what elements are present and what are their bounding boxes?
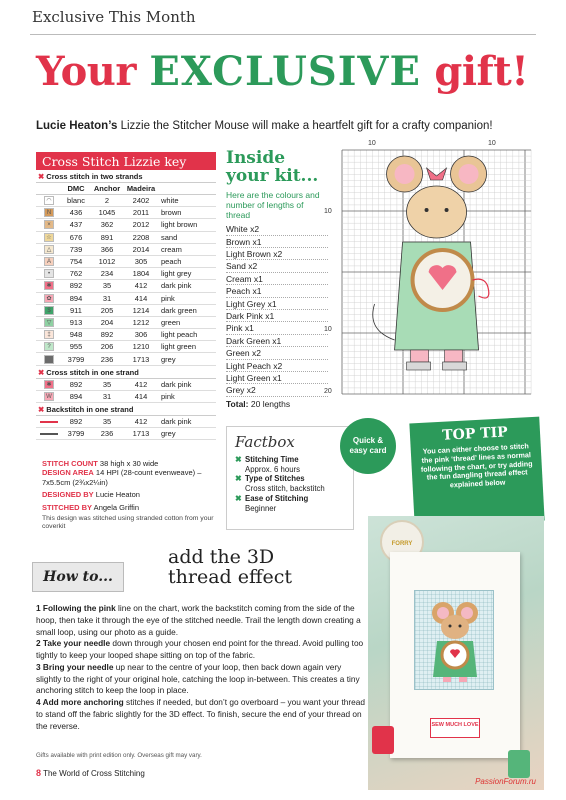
backstitch-swatch bbox=[40, 421, 58, 423]
quick-line-1: Quick & bbox=[352, 436, 384, 446]
stitched-panel bbox=[414, 590, 494, 690]
key-madeira: 2402 bbox=[132, 196, 150, 206]
key-swatch bbox=[44, 355, 54, 364]
howto-title-line-2: thread effect bbox=[168, 565, 292, 588]
key-anchor: 362 bbox=[100, 220, 114, 230]
key-symbol-cell bbox=[36, 306, 62, 315]
quick-easy-badge bbox=[340, 418, 396, 474]
key-row bbox=[36, 219, 216, 231]
key-dmc: 892 bbox=[69, 417, 83, 427]
factbox-time-value: Approx. 6 hours bbox=[245, 464, 301, 474]
designed-by-value: Lucie Heaton bbox=[93, 490, 140, 500]
key-section-2 bbox=[36, 366, 216, 379]
howto-step-lead: 1 Following the pink bbox=[36, 603, 116, 613]
key-colour-name: cream bbox=[161, 244, 182, 254]
key-row bbox=[36, 232, 216, 244]
kit-item: Cream x1 bbox=[226, 273, 328, 285]
key-anchor: 31 bbox=[102, 391, 112, 401]
key-dmc: 3799 bbox=[67, 429, 85, 439]
key-colour-name: light brown bbox=[161, 220, 198, 230]
key-section-3-label: Backstitch in one strand bbox=[46, 405, 134, 414]
factbox bbox=[226, 426, 354, 530]
kit-item: Light Grey x1 bbox=[226, 298, 328, 310]
factbox-type-label: Type of Stitches bbox=[245, 474, 305, 484]
key-header-dmc: DMC bbox=[67, 184, 85, 193]
key-header-madeira: Madeira bbox=[126, 184, 156, 193]
key-symbol-cell bbox=[36, 432, 62, 435]
standfirst bbox=[36, 120, 536, 132]
cross-icon: ✖ bbox=[38, 405, 45, 414]
key-colour-name: light peach bbox=[161, 330, 198, 340]
design-area-label: DESIGN AREA bbox=[42, 468, 94, 478]
key-header-anchor: Anchor bbox=[93, 184, 121, 193]
howto-step bbox=[36, 638, 366, 662]
howto-step-text: stitches if needed, but don’t go overboard – you want your thread to stand off the fabric slightly for the 3D effect. To finish, secure the end of your thread on the reverse. bbox=[36, 697, 365, 731]
chart-side-label-2: 10 bbox=[324, 326, 332, 333]
chart-side-label-1: 10 bbox=[324, 208, 332, 215]
key-section-3 bbox=[36, 403, 216, 416]
stitched-by-label: STITCHED BY bbox=[42, 502, 93, 512]
key-colour-name: sand bbox=[161, 232, 178, 242]
key-madeira: 2208 bbox=[132, 232, 150, 242]
key-anchor: 206 bbox=[100, 342, 114, 352]
key-rows-two-strands bbox=[36, 195, 216, 366]
headline bbox=[36, 48, 536, 95]
key-colour-name: dark pink bbox=[161, 379, 192, 389]
key-swatch: ✿ bbox=[44, 294, 54, 303]
key-colour-name: green bbox=[161, 317, 181, 327]
kit-item: Grey x2 bbox=[226, 384, 328, 396]
factbox-type bbox=[235, 474, 345, 493]
key-rows-one-strand bbox=[36, 379, 216, 403]
key-swatch: A bbox=[44, 257, 54, 266]
kit-item: Light Peach x2 bbox=[226, 360, 328, 372]
key-row bbox=[36, 317, 216, 329]
key-header-row bbox=[36, 183, 216, 195]
key-row bbox=[36, 379, 216, 391]
kit-item: White x2 bbox=[226, 223, 328, 235]
designed-by bbox=[42, 490, 216, 499]
key-madeira: 1713 bbox=[132, 354, 150, 364]
key-symbol-cell bbox=[36, 196, 62, 205]
chart-grid bbox=[338, 140, 536, 400]
headline-part-2: EXCLUSIVE bbox=[149, 48, 421, 95]
key-dmc: blanc bbox=[67, 196, 85, 206]
stitch-count bbox=[42, 459, 216, 487]
key-colour-name: white bbox=[161, 196, 179, 206]
key-madeira: 414 bbox=[134, 391, 148, 401]
key-row bbox=[36, 195, 216, 207]
key-anchor: 891 bbox=[100, 232, 114, 242]
key-symbol-cell bbox=[36, 342, 62, 351]
key-madeira: 412 bbox=[134, 281, 148, 291]
kit-item: Green x2 bbox=[226, 347, 328, 359]
key-anchor: 204 bbox=[100, 317, 114, 327]
key-symbol-cell bbox=[36, 420, 62, 423]
key-symbol-cell bbox=[36, 208, 62, 217]
mouse-illustration bbox=[415, 591, 495, 691]
key-colour-name: brown bbox=[161, 208, 182, 218]
key-section-2-label: Cross stitch in one strand bbox=[46, 367, 139, 377]
key-madeira: 1804 bbox=[132, 269, 150, 279]
key-dmc: 894 bbox=[69, 293, 83, 303]
key-madeira: 414 bbox=[134, 293, 148, 303]
key-dmc: 739 bbox=[69, 244, 83, 254]
cross-icon: ✖ bbox=[235, 493, 242, 503]
key-row bbox=[36, 391, 216, 403]
key-madeira: 412 bbox=[134, 417, 148, 427]
quick-line-2: easy card bbox=[349, 446, 387, 455]
key-row bbox=[36, 329, 216, 341]
key-symbol-cell bbox=[36, 245, 62, 254]
kit-item: Light Green x1 bbox=[226, 372, 328, 384]
key-madeira: 412 bbox=[134, 379, 148, 389]
kit-total-label: Total: bbox=[226, 398, 249, 409]
key-colour-name: grey bbox=[161, 354, 176, 364]
howto-step-text: line on the chart, work the backstitch coming from the side of the hoop, then take it through the eye of the stitched needle. Trail the length down creating a small loop, using our photo as a guide. bbox=[36, 603, 361, 637]
kit-item: Pink x1 bbox=[226, 322, 328, 334]
key-dmc: 911 bbox=[70, 305, 82, 315]
key-swatch: ✱ bbox=[44, 380, 54, 389]
howto-title-line-1: add the 3D bbox=[168, 546, 275, 568]
gifts-note: Gifts available with print edition only. Overseas gift may vary. bbox=[36, 752, 202, 759]
howto-step-lead: 3 Bring your needle bbox=[36, 661, 114, 672]
top-tip-body: You can either choose to stitch the pink ‘thread’ lines as normal following the chart, or try adding the fun dangling thread effect explained below bbox=[420, 441, 533, 490]
key-symbol-cell bbox=[36, 330, 62, 339]
howto-step-text: down through your chosen end point for the thread. Avoid pulling too tightly to keep your looped shape sitting on top of the fabric. bbox=[36, 638, 364, 661]
key-anchor: 31 bbox=[102, 293, 112, 303]
howto-step bbox=[36, 697, 366, 732]
key-swatch: ☆ bbox=[44, 233, 54, 242]
howto-title bbox=[168, 548, 368, 588]
key-madeira: 306 bbox=[134, 330, 148, 340]
key-anchor: 892 bbox=[100, 330, 114, 340]
design-meta bbox=[42, 459, 216, 532]
thread-spool-red bbox=[372, 726, 394, 754]
key-madeira: 1214 bbox=[132, 305, 150, 315]
key-symbol-cell bbox=[36, 220, 62, 229]
key-anchor: 236 bbox=[100, 354, 114, 364]
key-colour-name: peach bbox=[161, 257, 182, 267]
factbox-ease-value: Beginner bbox=[245, 503, 277, 513]
key-symbol-cell bbox=[36, 233, 62, 242]
key-swatch: △ bbox=[44, 245, 54, 254]
design-area-value: 14 HPI (28-count evenweave) – 7x5.5cm (2¾x2¼in) bbox=[42, 468, 202, 487]
stitched-by-value: Angela Griffin bbox=[92, 502, 139, 512]
thread-note: This design was stitched using stranded cotton from your coverkit bbox=[42, 514, 214, 531]
kit-total-value: 20 lengths bbox=[248, 398, 291, 409]
kit-panel bbox=[226, 150, 328, 409]
key-swatch: ? bbox=[44, 342, 54, 351]
headline-part-3: gift! bbox=[420, 48, 529, 95]
key-colour-name: dark pink bbox=[161, 281, 192, 291]
kit-item: Brown x1 bbox=[226, 236, 328, 248]
key-symbol-cell bbox=[36, 392, 62, 401]
key-dmc: 437 bbox=[69, 220, 83, 230]
key-symbol-cell bbox=[36, 257, 62, 266]
backstitch-swatch bbox=[40, 433, 58, 435]
standfirst-text: Lizzie the Stitcher Mouse will make a heartfelt gift for a crafty companion! bbox=[117, 120, 493, 132]
finished-card-photo bbox=[368, 516, 544, 790]
section-tag: Exclusive This Month bbox=[32, 8, 196, 26]
factbox-type-value: Cross stitch, backstitch bbox=[245, 484, 325, 494]
thread-spool-green bbox=[508, 750, 530, 778]
key-madeira: 1210 bbox=[132, 342, 150, 352]
cross-icon: ✖ bbox=[235, 455, 242, 464]
key-colour-name: dark pink bbox=[161, 417, 192, 427]
watermark: PassionForum.ru bbox=[475, 777, 536, 786]
key-colour-name: dark green bbox=[161, 305, 197, 315]
page-footer bbox=[36, 768, 145, 778]
key-symbol-cell bbox=[36, 380, 62, 389]
kit-item: Dark Pink x1 bbox=[226, 310, 328, 322]
kit-item: Peach x1 bbox=[226, 285, 328, 297]
key-dmc: 762 bbox=[69, 269, 83, 279]
key-row bbox=[36, 268, 216, 280]
factbox-ease-label: Ease of Stitching bbox=[245, 493, 309, 503]
key-dmc: 913 bbox=[69, 317, 83, 327]
key-madeira: 2011 bbox=[132, 208, 150, 218]
key-dmc: 894 bbox=[69, 391, 83, 401]
key-row bbox=[36, 293, 216, 305]
key-swatch: N bbox=[44, 208, 54, 217]
key-dmc: 955 bbox=[69, 342, 83, 352]
key-row bbox=[36, 256, 216, 268]
howto-step bbox=[36, 603, 366, 638]
top-tip-title: TOP TIP bbox=[441, 424, 509, 444]
key-dmc: 436 bbox=[69, 208, 83, 218]
key-swatch: ◠ bbox=[44, 196, 54, 205]
key-rows-backstitch bbox=[36, 416, 216, 440]
kit-title-line-1: Inside bbox=[226, 148, 286, 168]
kit-item: Dark Green x1 bbox=[226, 335, 328, 347]
howto-tag: How to... bbox=[32, 562, 124, 592]
kit-list bbox=[226, 223, 328, 396]
top-tip bbox=[409, 417, 544, 528]
cross-icon: ✖ bbox=[38, 367, 45, 377]
chart-top-label-right: 10 bbox=[488, 140, 496, 147]
kit-intro: Here are the colours and number of lengths of thread bbox=[226, 189, 320, 221]
designed-by-label: DESIGNED BY bbox=[42, 490, 94, 500]
howto-step-lead: 4 Add more anchoring bbox=[36, 697, 124, 708]
stitch-count-value: 38 high x 30 wide bbox=[97, 459, 159, 468]
magazine-name: The World of Cross Stitching bbox=[41, 769, 145, 778]
key-madeira: 305 bbox=[134, 257, 148, 267]
standfirst-author: Lucie Heaton’s bbox=[36, 120, 118, 132]
factbox-time bbox=[235, 455, 345, 474]
key-anchor: 35 bbox=[102, 379, 112, 389]
key-dmc: 676 bbox=[69, 232, 83, 242]
key-anchor: 35 bbox=[102, 281, 112, 291]
key-row bbox=[36, 341, 216, 353]
key-swatch: × bbox=[44, 220, 54, 229]
top-divider bbox=[30, 34, 536, 35]
stitched-by bbox=[42, 503, 216, 512]
key-symbol-cell bbox=[36, 318, 62, 327]
factbox-title: Factbox bbox=[235, 433, 295, 451]
key-symbol-cell bbox=[36, 281, 62, 290]
key-row bbox=[36, 416, 216, 428]
key-madeira: 2012 bbox=[132, 220, 150, 230]
key-anchor: 1012 bbox=[98, 257, 116, 267]
key-colour-name: pink bbox=[161, 391, 175, 401]
kit-total bbox=[226, 399, 328, 409]
chart-top-label-left: 10 bbox=[368, 140, 376, 147]
headline-part-1: Your bbox=[36, 48, 150, 95]
kit-item: Light Brown x2 bbox=[226, 248, 328, 260]
key-swatch: ‡ bbox=[44, 330, 54, 339]
key-dmc: 948 bbox=[69, 330, 83, 340]
key-dmc: 892 bbox=[69, 379, 83, 389]
kit-title-line-2: your kit... bbox=[226, 165, 319, 186]
stitch-count-label: STITCH COUNT bbox=[42, 459, 98, 468]
key-row bbox=[36, 280, 216, 292]
howto-steps bbox=[36, 603, 366, 733]
key-symbol-cell bbox=[36, 355, 62, 364]
key-anchor: 2 bbox=[104, 196, 110, 206]
key-symbol-cell bbox=[36, 294, 62, 303]
key-row bbox=[36, 207, 216, 219]
key-dmc: 892 bbox=[69, 281, 83, 291]
key-colour-name: pink bbox=[161, 293, 175, 303]
howto-step-text: up near to the centre of your loop, then back down again very slightly to the right of your original hole, catching the loop in-between. This creates a tiny anchoring stitch to keep the loop in place. bbox=[36, 661, 360, 696]
key-section-1-label: Cross stitch in two strands bbox=[46, 172, 143, 181]
key-colour-name: light grey bbox=[161, 269, 192, 279]
kit-item: Sand x2 bbox=[226, 260, 328, 272]
key-swatch: ✱ bbox=[44, 281, 54, 290]
key-anchor: 366 bbox=[100, 244, 114, 254]
key-row bbox=[36, 353, 216, 365]
key-anchor: 1045 bbox=[98, 208, 116, 218]
key-madeira: 1713 bbox=[132, 429, 150, 439]
key-title: Cross Stitch Lizzie key bbox=[36, 152, 216, 170]
cross-icon: ✖ bbox=[38, 172, 45, 181]
stitch-chart bbox=[324, 140, 536, 400]
key-row bbox=[36, 244, 216, 256]
key-swatch: • bbox=[44, 269, 54, 278]
key-anchor: 236 bbox=[100, 429, 114, 439]
cross-icon: ✖ bbox=[235, 474, 242, 484]
sew-much-love-tag: SEW MUCH LOVE bbox=[430, 718, 480, 738]
key-anchor: 234 bbox=[100, 269, 114, 279]
greeting-card bbox=[390, 552, 520, 758]
key-colour-name: grey bbox=[161, 429, 176, 439]
howto-step-lead: 2 Take your needle bbox=[36, 638, 111, 649]
kit-title bbox=[226, 150, 328, 186]
howto-step bbox=[36, 662, 366, 697]
chart-side-label-3: 20 bbox=[324, 388, 332, 395]
page-number: 8 bbox=[36, 768, 42, 778]
key-symbol-cell bbox=[36, 269, 62, 278]
key-anchor: 35 bbox=[102, 417, 112, 427]
key-swatch: ▽ bbox=[44, 318, 54, 327]
forry-badge: FORRY bbox=[380, 520, 424, 564]
factbox-ease bbox=[235, 494, 345, 513]
factbox-time-label: Stitching Time bbox=[245, 455, 299, 464]
key-swatch: $ bbox=[44, 306, 54, 315]
key-madeira: 2014 bbox=[132, 244, 150, 254]
key-row bbox=[36, 305, 216, 317]
stitch-key bbox=[36, 152, 216, 440]
key-dmc: 3799 bbox=[67, 354, 85, 364]
key-section-1 bbox=[36, 170, 216, 183]
key-colour-name: light green bbox=[161, 342, 197, 352]
key-dmc: 754 bbox=[69, 257, 83, 267]
key-row bbox=[36, 428, 216, 440]
key-madeira: 1212 bbox=[132, 317, 150, 327]
key-anchor: 205 bbox=[100, 305, 114, 315]
key-swatch: W bbox=[44, 392, 54, 401]
